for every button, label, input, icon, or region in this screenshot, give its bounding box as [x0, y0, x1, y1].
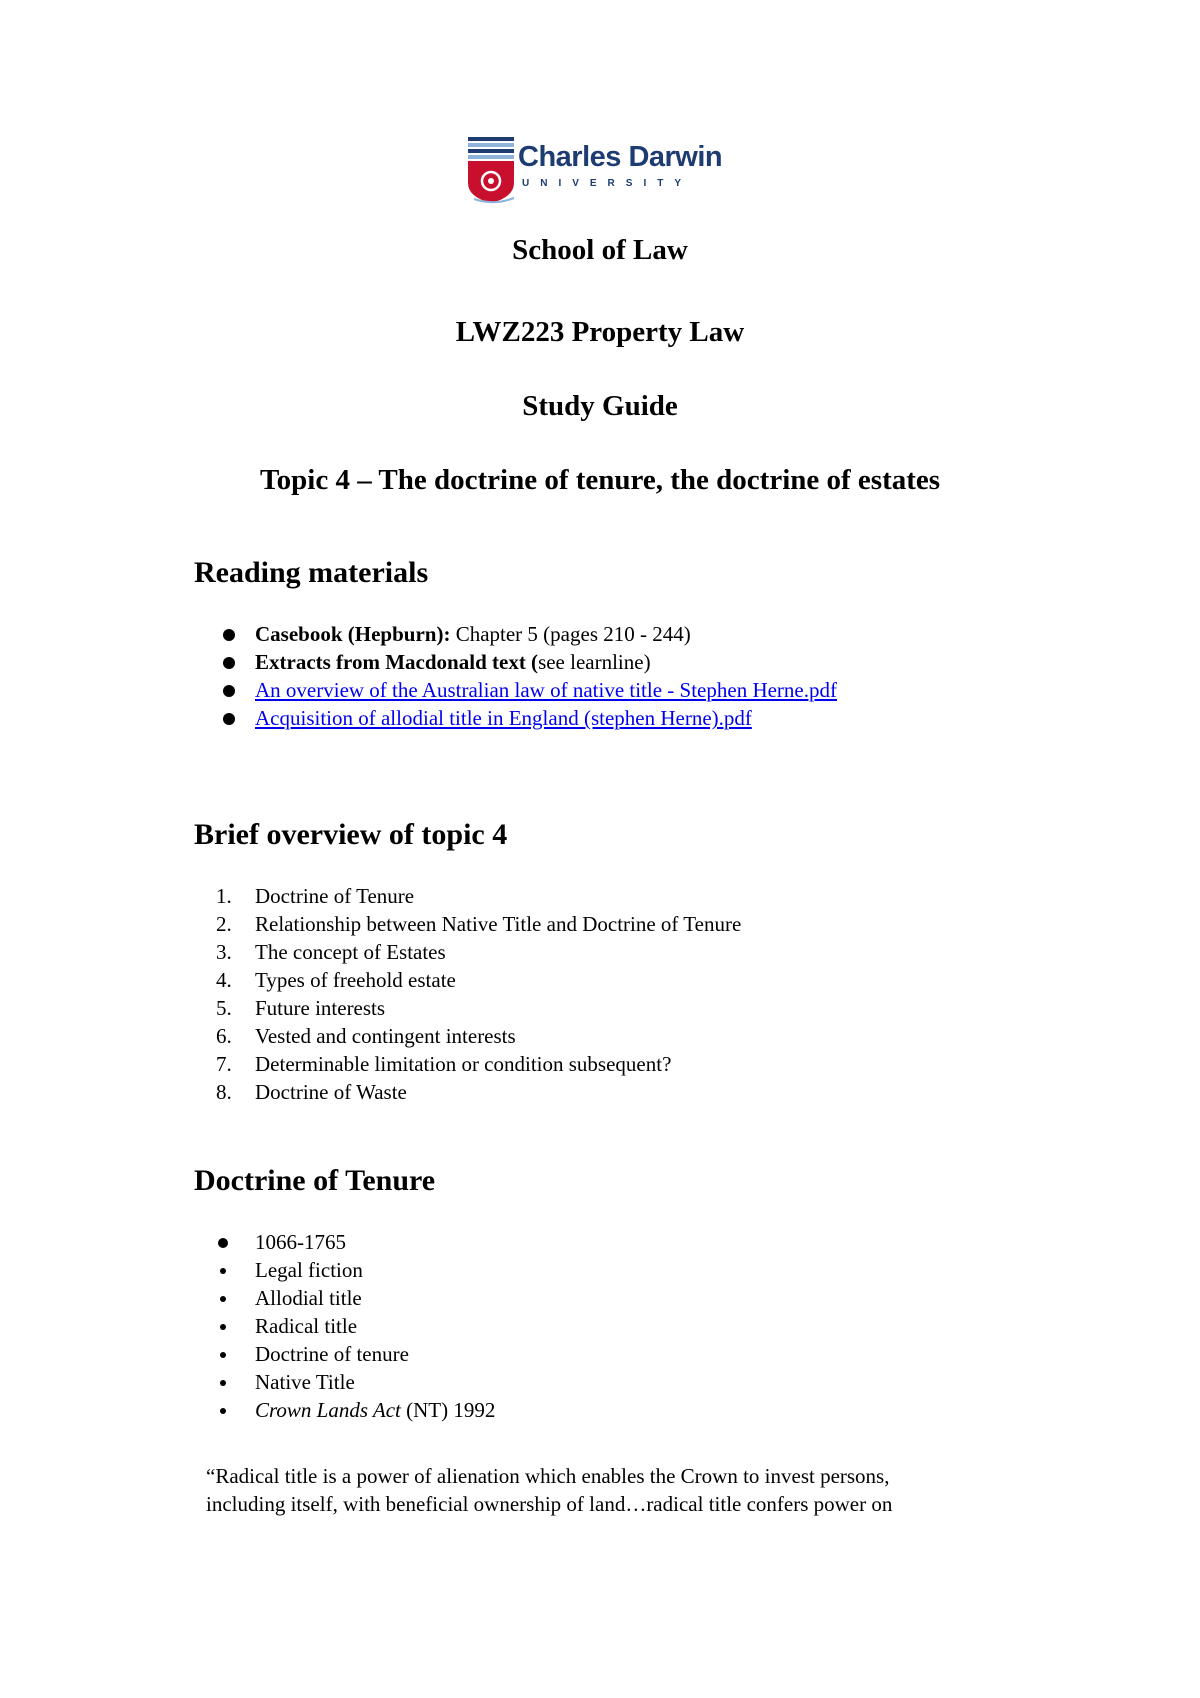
- reading-list: [194, 620, 837, 732]
- bullet-icon: [220, 1352, 226, 1358]
- bullet-icon: [220, 1296, 226, 1302]
- list-item: Doctrine of tenure: [194, 1340, 495, 1368]
- list-item: 3. The concept of Estates: [216, 940, 446, 964]
- bullet-icon: [223, 685, 235, 697]
- crest-icon: [468, 137, 514, 205]
- bullet-icon: [220, 1268, 226, 1274]
- list-item: Radical title: [194, 1312, 495, 1340]
- logo-name: Charles Darwin: [518, 141, 723, 173]
- list-item: Legal fiction: [194, 1256, 495, 1284]
- bullet-icon: [223, 713, 235, 725]
- document-type: Study Guide: [522, 390, 678, 422]
- list-item: 6. Vested and contingent interests: [216, 1024, 516, 1048]
- list-item: 7. Determinable limitation or condition subsequent?: [216, 1052, 672, 1076]
- list-item: 2. Relationship between Native Title and Doctrine of Tenure: [216, 912, 742, 936]
- logo-subtitle: UNIVERSITY: [522, 178, 693, 189]
- bullet-icon: [220, 1324, 226, 1330]
- list-item: [194, 704, 837, 732]
- bullet-icon: [223, 629, 235, 641]
- list-item: 1066-1765: [194, 1228, 495, 1256]
- list-item: 4. Types of freehold estate: [216, 968, 456, 992]
- list-item: 1. Doctrine of Tenure: [216, 884, 415, 908]
- list-item: Native Title: [194, 1368, 495, 1396]
- bullet-icon: [223, 657, 235, 669]
- tenure-heading: Doctrine of Tenure: [194, 1164, 436, 1197]
- tenure-list: [194, 1228, 495, 1424]
- school-title: School of Law: [512, 234, 688, 266]
- reading-heading: Reading materials: [194, 556, 429, 589]
- overview-list: [194, 882, 741, 1106]
- university-logo: [468, 137, 748, 205]
- reading-item-text: see learnline): [538, 650, 651, 674]
- topic-title: Topic 4 – The doctrine of tenure, the doctrine of estates: [259, 464, 941, 496]
- allodial-title-link[interactable]: Acquisition of allodial title in England (stephen Herne).pdf: [255, 706, 752, 730]
- list-item: [194, 648, 837, 676]
- radical-title-quote: “Radical title is a power of alienation which enables the Crown to invest persons, including itself, with beneficial ownership of land…radical title confers power on: [206, 1464, 893, 1516]
- bullet-icon: [218, 1238, 228, 1248]
- overview-heading: Brief overview of topic 4: [194, 818, 508, 851]
- list-item: 8. Doctrine of Waste: [216, 1080, 407, 1104]
- list-item: [194, 620, 837, 648]
- reading-item-bold: Casebook (Hepburn):: [255, 622, 451, 646]
- list-item: Allodial title: [194, 1284, 495, 1312]
- list-item: [194, 676, 837, 704]
- reading-item-text: Chapter 5 (pages 210 - 244): [450, 622, 691, 646]
- list-item: Crown Lands Act (NT) 1992: [194, 1396, 495, 1424]
- native-title-link[interactable]: An overview of the Australian law of native title - Stephen Herne.pdf: [255, 678, 837, 702]
- list-item: 5. Future interests: [216, 996, 386, 1020]
- bullet-icon: [220, 1408, 226, 1414]
- reading-item-bold: Extracts from Macdonald text (: [255, 650, 539, 674]
- bullet-icon: [220, 1380, 226, 1386]
- course-title: LWZ223 Property Law: [455, 316, 745, 348]
